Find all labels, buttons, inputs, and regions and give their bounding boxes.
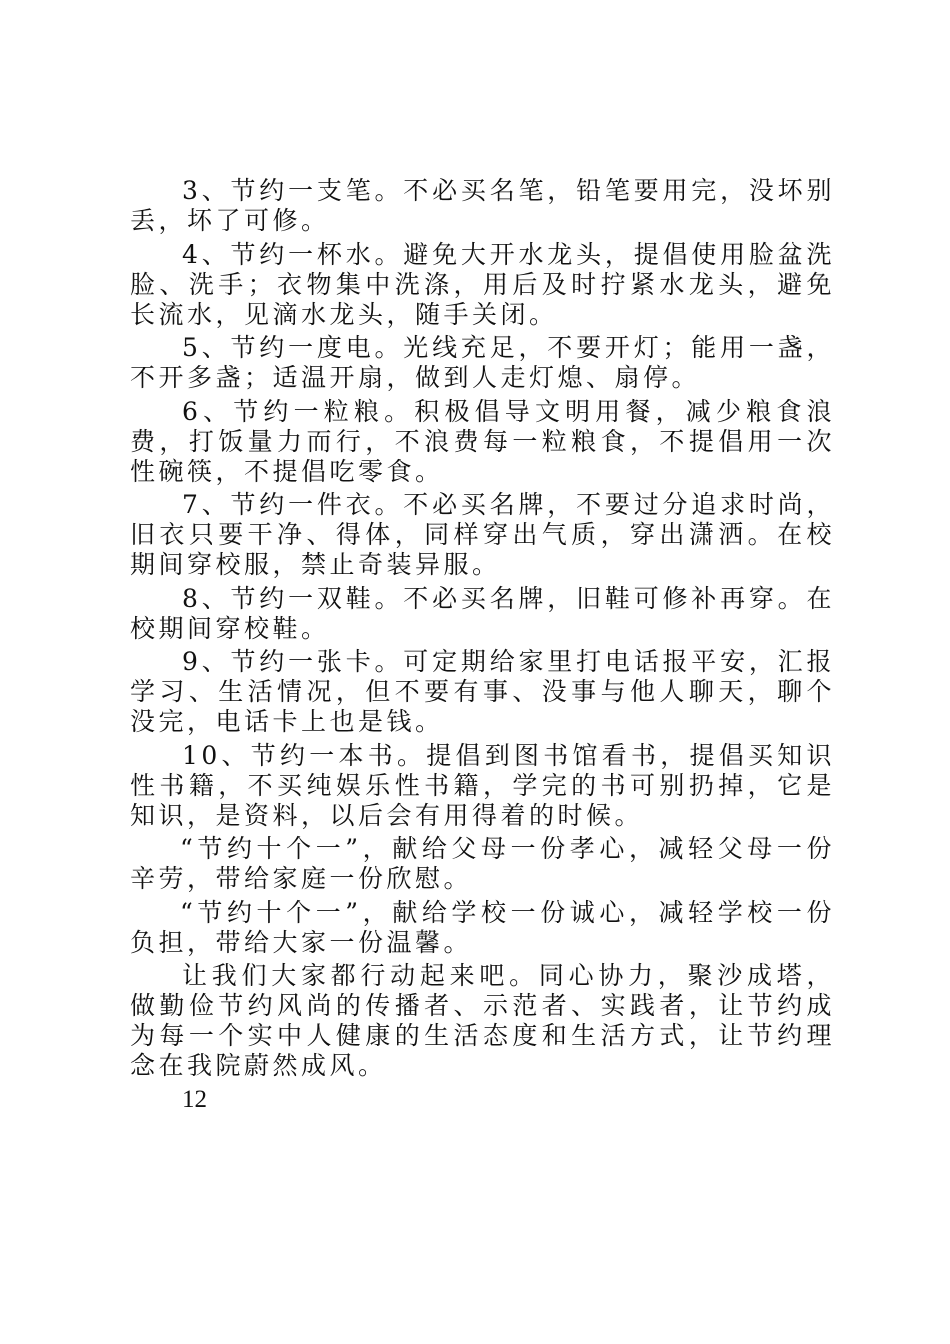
paragraph-save-water: 4、节约一杯水。避免大开水龙头，提倡使用脸盆洗脸、洗手；衣物集中洗涤，用后及时拧紧水龙头，避免长流水，见滴水龙头，随手关闭。 [130,239,835,329]
paragraph-save-phone-card: 9、节约一张卡。可定期给家里打电话报平安，汇报学习、生活情况，但不要有事、没事与他人聊天，聊个没完，电话卡上也是钱。 [130,647,835,736]
page-number: 12 [182,1085,207,1113]
paragraph-save-clothing: 7、节约一件衣。不必买名牌，不要过分追求时尚，旧衣只要干净、得体，同样穿出气质，穿出潇洒。在校期间穿校服，禁止奇装异服。 [130,490,835,579]
paragraph-save-book: 10、节约一本书。提倡到图书馆看书，提倡买知识性书籍，不买纯娱乐性书籍，学完的书可别扔掉，它是知识，是资料，以后会有用得着的时候。 [130,740,835,830]
paragraph-call-to-action: 让我们大家都行动起来吧。同心协力，聚沙成塔，做勤俭节约风尚的传播者、示范者、实践者，让节约成为每一个实中人健康的生活态度和生活方式，让节约理念在我院蔚然成风。 [130,961,835,1080]
paragraph-save-grain: 6、节约一粒粮。积极倡导文明用餐，减少粮食浪费，打饭量力而行，不浪费每一粒粮食，不提倡用一次性碗筷，不提倡吃零食。 [130,396,835,486]
paragraph-save-electricity: 5、节约一度电。光线充足，不要开灯；能用一盏，不开多盏；适温开扇，做到人走灯熄、扇停。 [130,333,835,392]
document-body [130,176,835,1115]
paragraph-save-pen: 3、节约一支笔。不必买名笔，铅笔要用完，没坏别丢，坏了可修。 [130,176,835,235]
paragraph-save-shoes: 8、节约一双鞋。不必买名牌，旧鞋可修补再穿。在校期间穿校鞋。 [130,583,835,643]
paragraph-gift-to-parents: “节约十个一”，献给父母一份孝心，减轻父母一份辛劳，带给家庭一份欣慰。 [130,834,835,893]
paragraph-gift-to-school: “节约十个一”，献给学校一份诚心，减轻学校一份负担，带给大家一份温馨。 [130,897,835,957]
